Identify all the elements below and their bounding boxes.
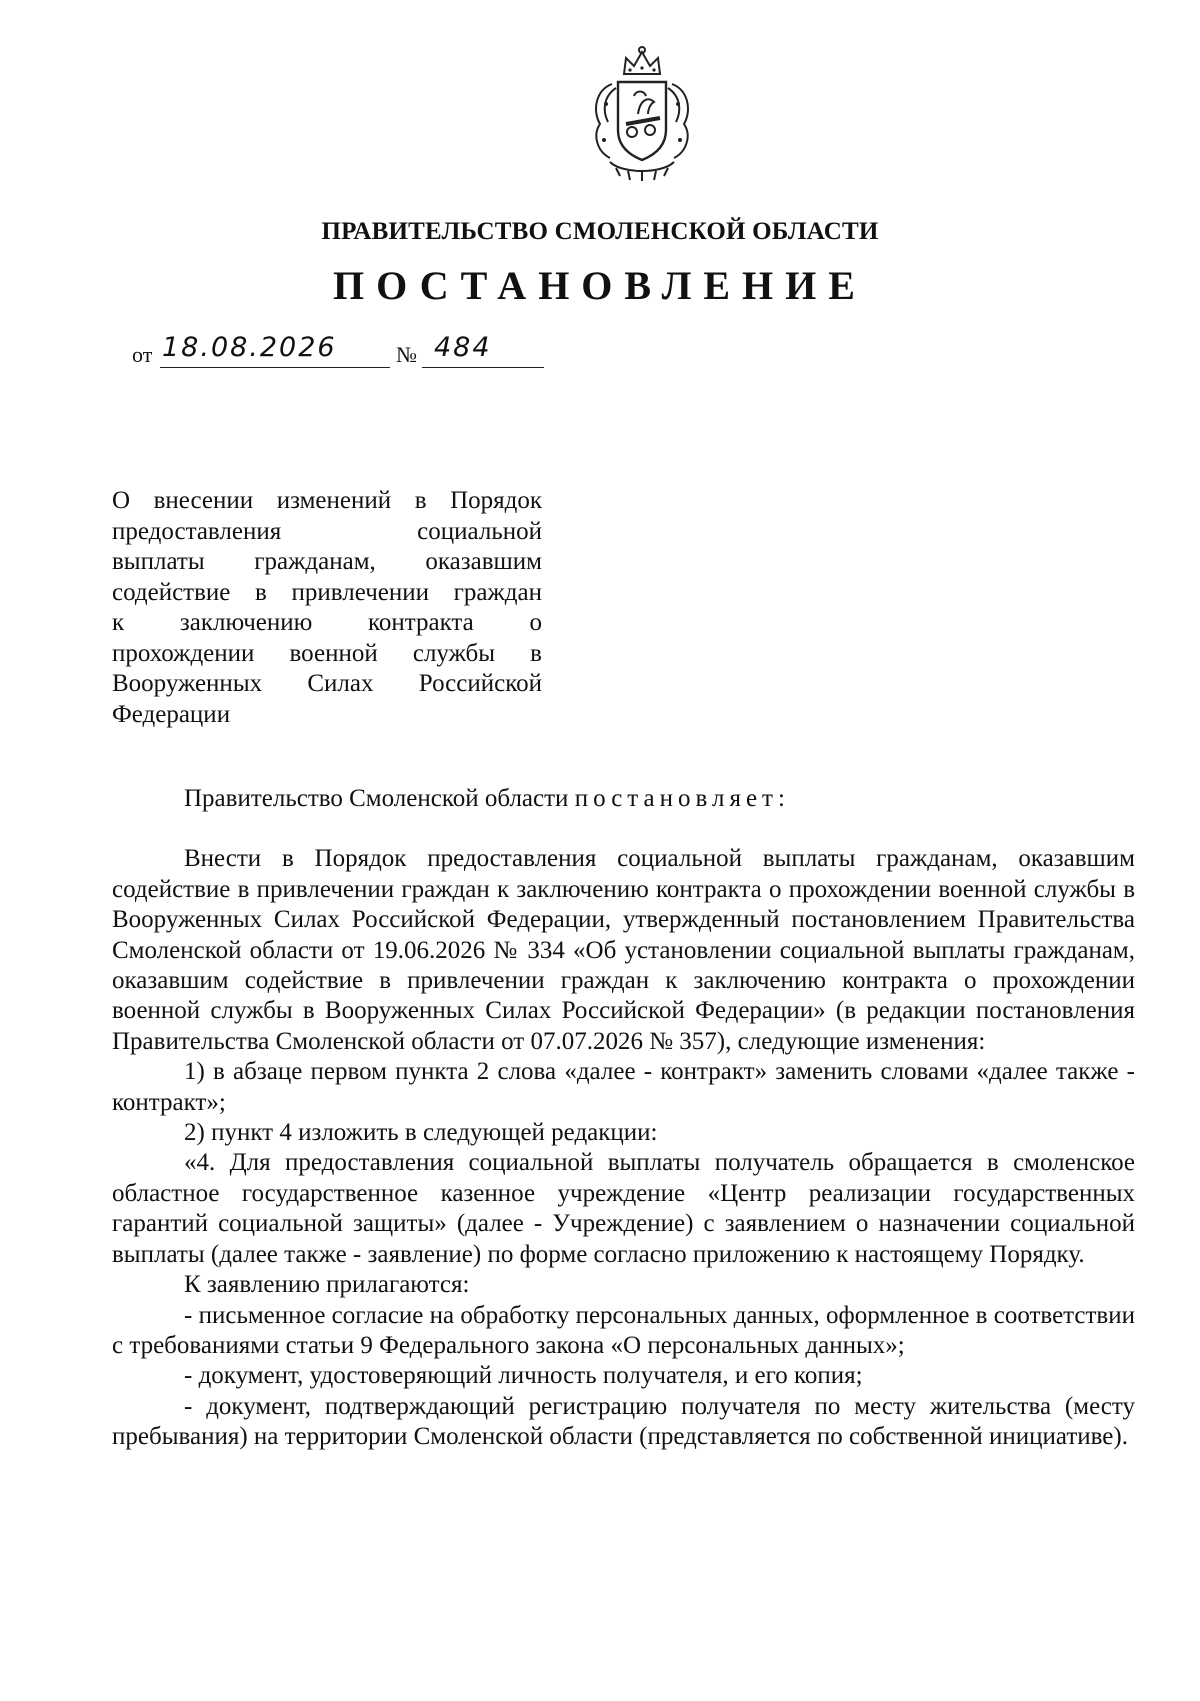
subject-block — [112, 486, 542, 730]
document-body — [112, 784, 1135, 1453]
body-paragraph: - документ, подтверждающий регистрацию получателя по месту жительства (месту пребывания) на территории Смоленской области (представляется по собственной инициативе). — [112, 1392, 1135, 1451]
organization-name: ПРАВИТЕЛЬСТВО СМОЛЕНСКОЙ ОБЛАСТИ — [321, 218, 879, 245]
subject-line: прохождении военной службы в — [112, 639, 542, 667]
date-underline — [160, 367, 390, 368]
body-paragraph: - письменное согласие на обработку персональных данных, оформленное в соответствии с требованиями статьи 9 Федерального закона «О персональных данных»; — [112, 1301, 1135, 1359]
subject-line: Федерации — [112, 700, 231, 728]
coat-of-arms-emblem — [582, 44, 702, 184]
number-label: № — [396, 342, 417, 367]
handwritten-number: 484 — [434, 332, 492, 363]
body-paragraph: К заявлению прилагаются: — [184, 1271, 470, 1299]
subject-line: к заключению контракта о — [112, 609, 542, 636]
decree-verb: постановляет: — [574, 785, 790, 812]
from-label: от — [132, 342, 153, 367]
subject-line: содействие в привлечении граждан — [112, 578, 542, 606]
subject-line: Вооруженных Силах Российской — [112, 670, 542, 697]
body-paragraph: 1) в абзаце первом пункта 2 слова «далее - контракт» заменить словами «далее также - контракт»; — [112, 1058, 1135, 1116]
subject-line: предоставления социальной — [112, 517, 542, 545]
decree-prefix: Правительство Смоленской области — [184, 785, 575, 812]
subject-line: О внесении изменений в Порядок — [112, 487, 542, 514]
number-underline — [422, 367, 544, 368]
body-paragraph: 2) пункт 4 изложить в следующей редакции: — [184, 1119, 658, 1147]
body-paragraph: - документ, удостоверяющий личность получателя, и его копия; — [184, 1362, 863, 1390]
subject-line: выплаты гражданам, оказавшим — [112, 548, 542, 575]
document-type-title: ПОСТАНОВЛЕНИЕ — [333, 263, 867, 308]
handwritten-date: 18.08.2026 — [162, 332, 337, 363]
body-paragraph: «4. Для предоставления социальной выплаты получатель обращается в смоленское областное государственное казенное учреждение «Центр реализации государственных гарантий социальной защиты» (далее - Учреждение) с заявлением о назначении социальной выплаты (далее также - заявление) по форме согласно приложению к настоящему Порядку. — [112, 1149, 1135, 1268]
decree-statement — [112, 784, 1135, 814]
body-paragraph: Внести в Порядок предоставления социальной выплаты гражданам, оказавшим содействие в привлечении граждан к заключению контракта о прохождении военной службы в Вооруженных Силах Российской Федерации, утвержденный постановлением Правительства Смоленской области от 19.06.2026 № 334 «Об установлении социальной выплаты гражданам, оказавшим содействие в привлечении граждан к заключению контракта о прохождении военной службы в Вооруженных Силах Российской Федерации» (в редакции постановления Правительства Смоленской области от 07.07.2026 № 357), следующие изменения: — [112, 845, 1135, 1055]
